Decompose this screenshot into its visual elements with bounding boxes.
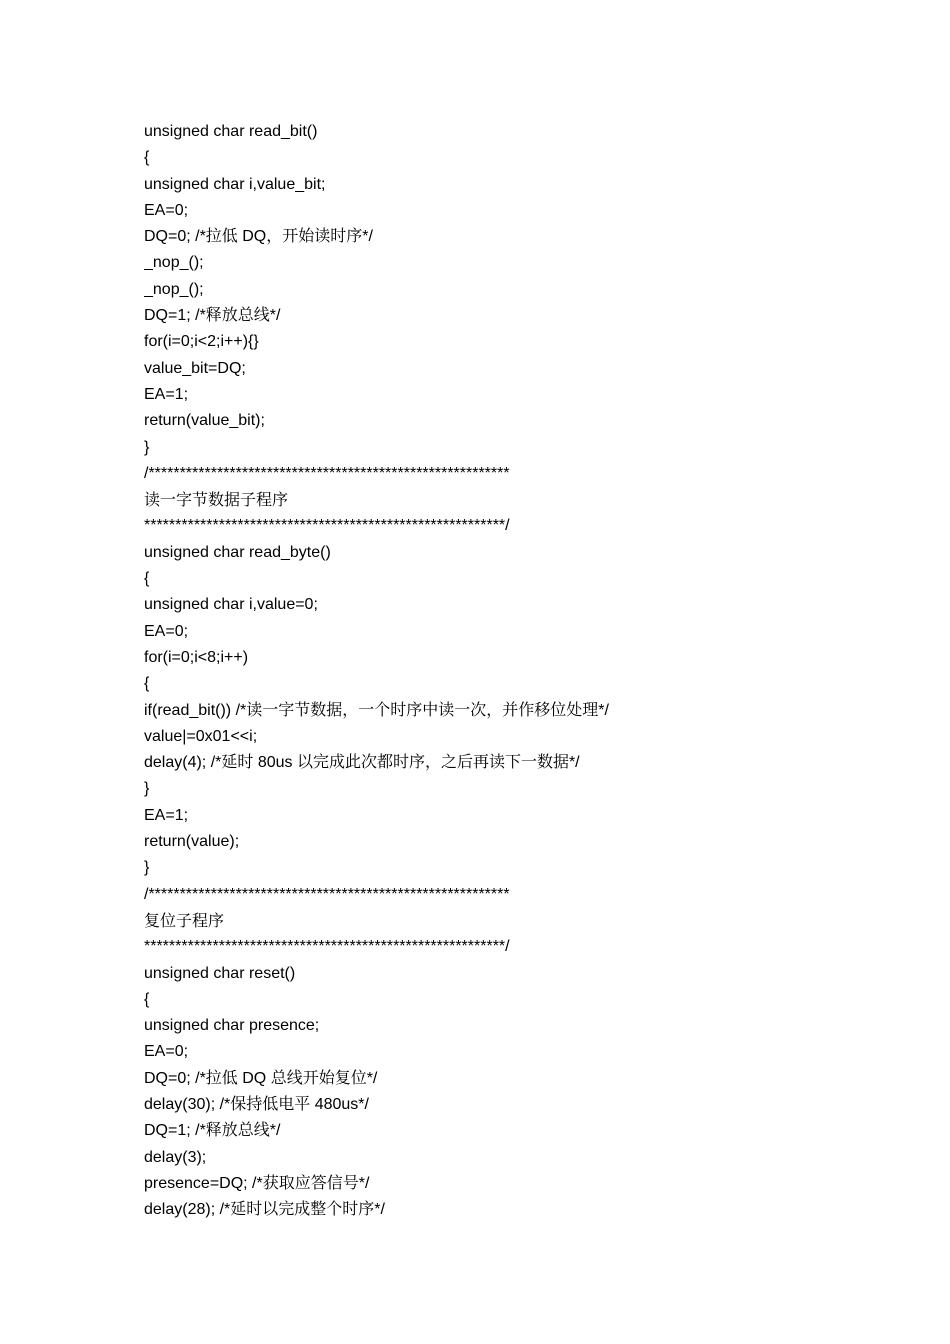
code-line: { <box>144 570 150 588</box>
code-line: EA=0; <box>144 1043 189 1061</box>
code-line: _nop_(); <box>144 280 204 298</box>
code-line: } <box>144 438 150 456</box>
comment-border-top: /********************************************************** <box>144 885 510 903</box>
code-line: if(read_bit()) /*读一字节数据，一个时序中读一次，并作移位处理*/ <box>144 701 609 719</box>
code-line: DQ=1; /*释放总线*/ <box>144 307 281 325</box>
code-line: { <box>144 990 150 1008</box>
code-line: { <box>144 675 150 693</box>
code-line: delay(28); /*延时以完成整个时序*/ <box>144 1201 385 1219</box>
code-line: for(i=0;i<2;i++){} <box>144 333 259 351</box>
code-line: delay(30); /*保持低电平 480us*/ <box>144 1095 369 1113</box>
code-line: unsigned char read_byte() <box>144 543 331 561</box>
code-line: presence=DQ; /*获取应答信号*/ <box>144 1174 370 1192</box>
code-line: DQ=0; /*拉低 DQ 总线开始复位*/ <box>144 1069 378 1087</box>
code-line: EA=1; <box>144 385 189 403</box>
section-heading-read-byte: 读一字节数据子程序 <box>144 490 289 510</box>
code-line: EA=0; <box>144 622 189 640</box>
code-line: unsigned char presence; <box>144 1017 320 1035</box>
code-line: EA=1; <box>144 806 189 824</box>
code-line: return(value); <box>144 833 240 851</box>
code-line: DQ=1; /*释放总线*/ <box>144 1122 281 1140</box>
code-line: unsigned char i,value_bit; <box>144 175 326 193</box>
code-listing <box>144 119 904 1223</box>
code-line: return(value_bit); <box>144 412 265 430</box>
code-line: DQ=0; /*拉低 DQ，开始读时序*/ <box>144 228 373 246</box>
code-line: unsigned char reset() <box>144 964 296 982</box>
code-line: delay(4); /*延时 80us 以完成此次都时序，之后再读下一数据*/ <box>144 754 580 772</box>
code-line: unsigned char i,value=0; <box>144 596 318 614</box>
section-heading-reset: 复位子程序 <box>144 910 225 930</box>
comment-border-top: /********************************************************** <box>144 464 510 482</box>
code-line: value_bit=DQ; <box>144 359 246 377</box>
code-line: { <box>144 149 150 167</box>
comment-border-bottom: **********************************************************/ <box>144 938 510 956</box>
code-line: _nop_(); <box>144 254 204 272</box>
code-line: value|=0x01<<i; <box>144 727 258 745</box>
code-line: } <box>144 859 150 877</box>
code-line: unsigned char read_bit() <box>144 123 318 140</box>
code-line: delay(3); <box>144 1148 207 1166</box>
comment-border-bottom: **********************************************************/ <box>144 517 510 535</box>
code-line: for(i=0;i<8;i++) <box>144 648 249 666</box>
code-line: EA=0; <box>144 201 189 219</box>
code-line: } <box>144 780 150 798</box>
